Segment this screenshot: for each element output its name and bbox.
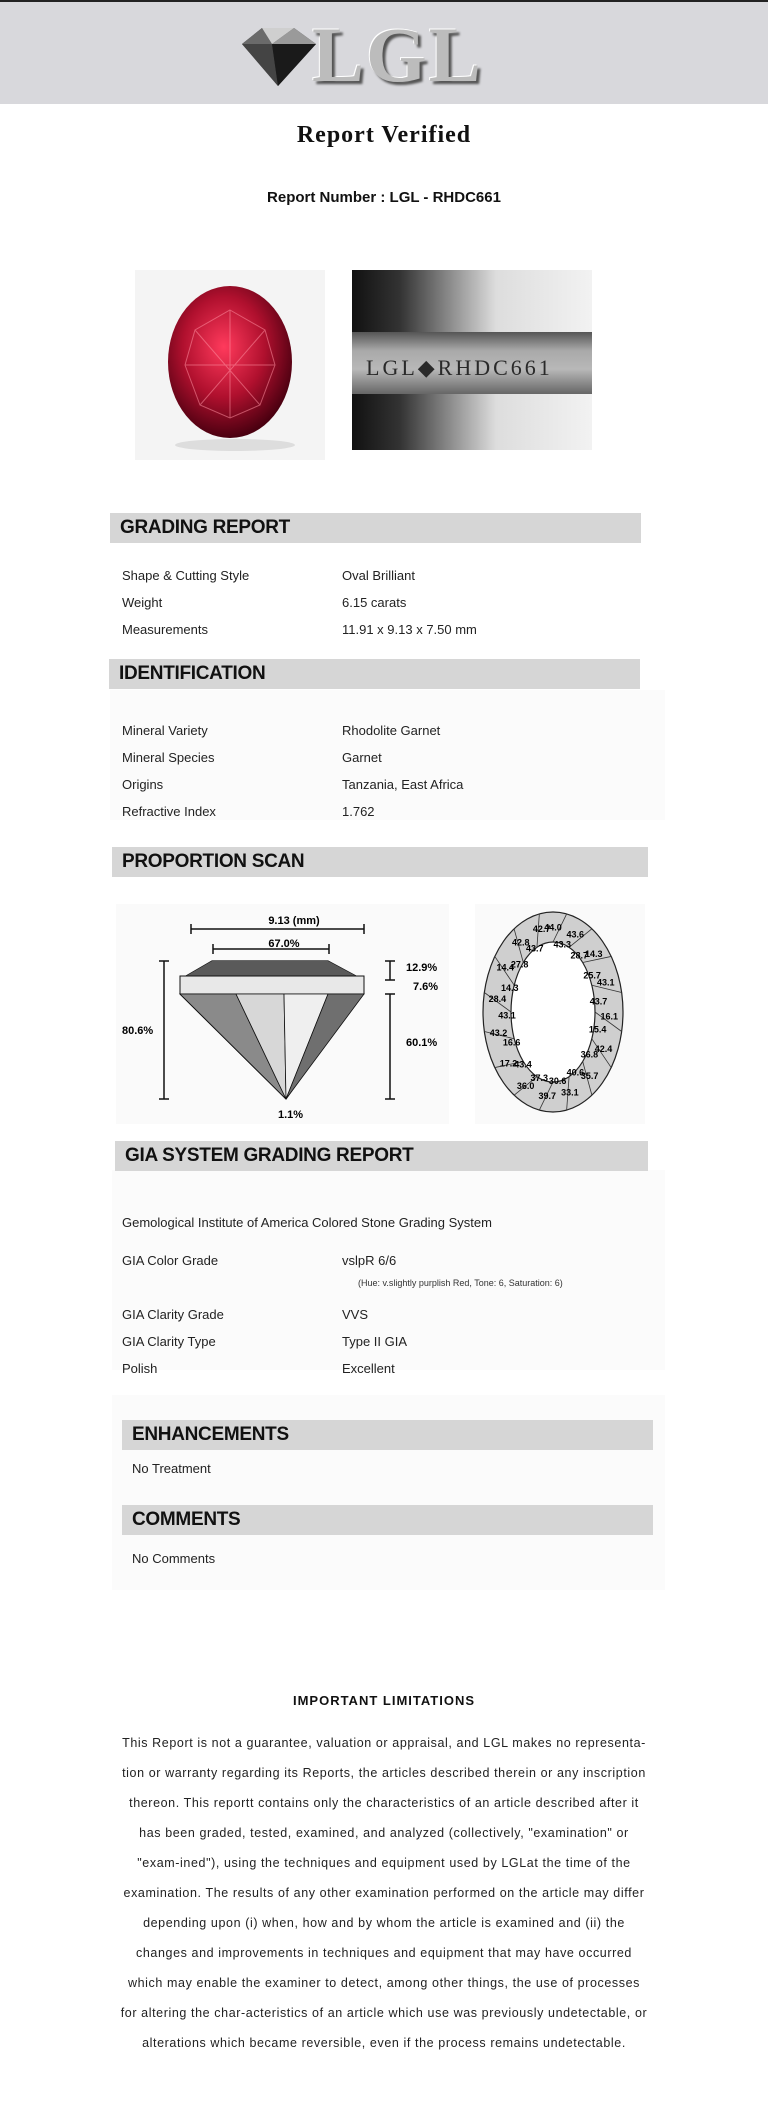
diamond-logo-icon — [232, 22, 322, 92]
row-label: Refractive Index — [122, 804, 216, 819]
facet-angle-label: 35.7 — [580, 1071, 599, 1082]
row-label: GIA Clarity Grade — [122, 1307, 224, 1322]
report-number: Report Number : LGL - RHDC661 — [267, 189, 501, 206]
row-label: Shape & Cutting Style — [122, 568, 250, 583]
girdle-label: 7.6% — [413, 981, 439, 993]
facet-angle-label: 25.7 — [583, 970, 601, 981]
row-label: Mineral Species — [122, 750, 215, 765]
inscription-text: LGL◆RHDC661 — [366, 355, 553, 380]
inscription-photo — [352, 270, 592, 450]
row-label: Polish — [122, 1361, 158, 1376]
row-label: Measurements — [122, 622, 208, 637]
gem-image-icon — [135, 270, 325, 460]
row-value: Excellent — [342, 1361, 395, 1376]
width-label: 9.13 (mm) — [268, 915, 320, 927]
row-value: Tanzania, East Africa — [342, 777, 464, 792]
row-label: Mineral Variety — [122, 723, 208, 738]
gia-heading: GIA SYSTEM GRADING REPORT — [115, 1141, 648, 1171]
facet-angle-label: 36.0 — [516, 1080, 535, 1091]
facet-angle-label: 37.3 — [530, 1072, 548, 1083]
facet-angle-label: 43.4 — [514, 1059, 532, 1070]
row-value: Garnet — [342, 750, 382, 765]
color-note: (Hue: v.slightly purplish Red, Tone: 6, Saturation: 6) — [358, 1278, 563, 1288]
table-label: 67.0% — [268, 938, 300, 950]
enhancements-text: No Treatment — [132, 1461, 211, 1476]
facet-angle-label: 42.8 — [512, 937, 530, 948]
comments-text: No Comments — [132, 1551, 216, 1566]
facet-angle-label: 43.7 — [589, 996, 608, 1007]
identification-heading: IDENTIFICATION — [109, 659, 640, 689]
facet-angle-label: 36.8 — [580, 1049, 599, 1060]
facet-angle-label: 28.4 — [488, 994, 507, 1005]
logo-text: LGL — [312, 11, 483, 98]
limitations-body: This Report is not a guarantee, valuation or appraisal, and LGL makes no representa-tion or warranty regarding its Reports, the articles described therein or any inscription thereon. This reportt contains only the characteristics of an article described after it has been graded, tested, examined, and analyzed (collectively, "examination" or "exam-ined"), using the techniques and equipment used by LGLat the time of the examination. The results of any other examination performed on the article may differ depending upon (i) when, how and by whom the article is examined and (ii) the changes and improvements in techniques and equipment that may have occurred which may enable the examiner to detect, among other things, the use of processes for altering the char-acteristics of an article which use was previously undetectable, or alterations which became reversible, even if the process remains undetectable. — [120, 1736, 648, 2050]
logo[interactable] — [232, 11, 492, 98]
facet-angle-label: 42.7 — [532, 924, 551, 935]
header-bar — [0, 0, 768, 104]
total-depth-label: 80.6% — [122, 1025, 154, 1037]
row-value: 11.91 x 9.13 x 7.50 mm — [342, 622, 477, 637]
row-value: 1.762 — [342, 804, 375, 819]
side-profile-diagram — [116, 904, 449, 1124]
crown-label: 12.9% — [406, 962, 438, 974]
row-value: vslpR 6/6 — [342, 1253, 397, 1268]
facet-angle-label: 27.8 — [510, 959, 529, 970]
row-value: VVS — [342, 1307, 369, 1322]
pavilion-label: 60.1% — [406, 1037, 438, 1049]
facet-angle-label: 30.6 — [548, 1075, 567, 1086]
culet-label: 1.1% — [278, 1109, 304, 1121]
facet-angle-label: 39.7 — [538, 1091, 557, 1102]
limitations-title: IMPORTANT LIMITATIONS — [292, 1693, 476, 1708]
facet-angle-label: 43.7 — [526, 943, 544, 954]
facet-angle-label: 17.2 — [499, 1058, 518, 1069]
facet-angle-label: 14.3 — [501, 982, 519, 993]
facet-angle-label: 43.1 — [498, 1010, 516, 1021]
facet-angle-label: 15.4 — [588, 1024, 607, 1035]
facet-angle-label: 43.2 — [489, 1028, 508, 1039]
comments-heading: COMMENTS — [122, 1505, 653, 1535]
row-label: Weight — [122, 595, 163, 610]
facet-angle-label: 14.4 — [496, 962, 514, 973]
facet-angle-label: 16.1 — [600, 1011, 619, 1022]
gem-photo — [135, 270, 325, 460]
page-title: Report Verified — [296, 122, 472, 148]
top-view-diagram — [475, 904, 645, 1124]
row-value: 6.15 carats — [342, 595, 407, 610]
enhancements-heading: ENHANCEMENTS — [122, 1420, 653, 1450]
row-value: Rhodolite Garnet — [342, 723, 441, 738]
row-label: GIA Color Grade — [122, 1253, 219, 1268]
row-label: Origins — [122, 777, 164, 792]
row-value: Type II GIA — [342, 1334, 408, 1349]
facet-angle-label: 43.6 — [566, 929, 584, 940]
facet-angle-label: 44.0 — [544, 922, 562, 933]
row-label: GIA Clarity Type — [122, 1334, 216, 1349]
facet-angle-label: 14.3 — [585, 948, 603, 959]
grading-report-heading: GRADING REPORT — [110, 513, 641, 543]
facet-angle-label: 43.3 — [553, 939, 572, 950]
gia-intro-text: Gemological Institute of America Colored Stone Grading System — [122, 1215, 492, 1230]
facet-angle-label: 42.4 — [594, 1044, 613, 1055]
row-value: Oval Brilliant — [342, 568, 415, 583]
facet-angle-label: 33.1 — [561, 1087, 579, 1098]
facet-angle-label: 28.7 — [570, 950, 589, 961]
facet-angle-label: 43.1 — [597, 977, 615, 988]
facet-angle-label: 16.6 — [502, 1037, 521, 1048]
proportion-scan-heading: PROPORTION SCAN — [112, 847, 648, 877]
facet-angle-label: 40.6 — [566, 1067, 585, 1078]
